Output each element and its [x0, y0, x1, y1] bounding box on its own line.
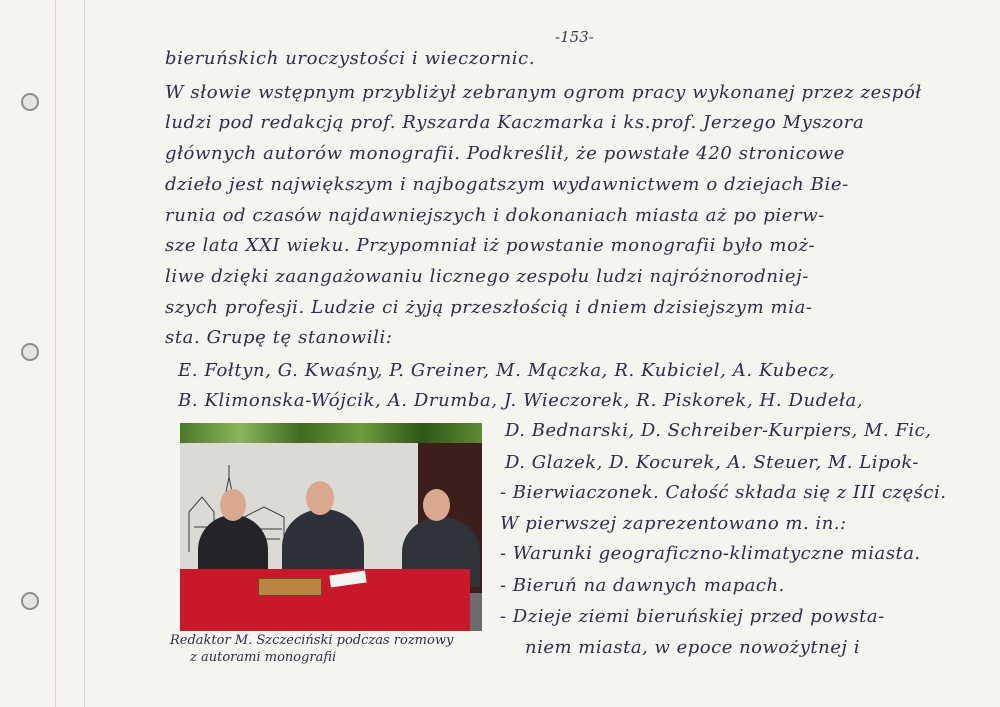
body-line-right: W pierwszej zaprezentowano m. in.: — [500, 513, 847, 534]
body-line: liwe dzięki zaangażowaniu licznego zespołu ludzi najróżnorodniej- — [165, 266, 810, 287]
body-line: runia od czasów najdawniejszych i dokonaniach miasta aż po pierw- — [165, 205, 825, 226]
body-line: E. Fołtyn, G. Kwaśny, P. Greiner, M. Mączka, R. Kubiciel, A. Kubecz, — [178, 360, 836, 381]
body-line-right: D. Glazek, D. Kocurek, A. Steuer, M. Lipok- — [505, 452, 919, 473]
photo-caption: z autorami monografii — [190, 650, 337, 665]
body-line-right: - Dzieje ziemi bieruńskiej przed powsta- — [500, 606, 885, 627]
body-line: W słowie wstępnym przybliżył zebranym ogrom pracy wykonanej przez zespół — [165, 82, 922, 103]
binder-hole-top — [21, 93, 39, 111]
body-line-right: - Bieruń na dawnych mapach. — [500, 575, 785, 596]
body-line: szych profesji. Ludzie ci żyją przeszłością i dniem dzisiejszym mia- — [165, 297, 813, 318]
body-line: ludzi pod redakcją prof. Ryszarda Kaczmarka i ks.prof. Jerzego Myszora — [165, 112, 865, 133]
body-line-right: niem miasta, w epoce nowożytnej i — [525, 637, 860, 658]
body-line: dzieło jest największym i najbogatszym wydawnictwem o dziejach Bie- — [165, 174, 849, 195]
photo-caption: Redaktor M. Szczeciński podczas rozmowy — [170, 633, 454, 648]
page-number: -153- — [555, 28, 594, 46]
monograph-book — [258, 578, 322, 596]
binder-hole-middle — [21, 343, 39, 361]
body-line-right: - Bierwiaczonek. Całość składa się z III części. — [500, 482, 947, 503]
person-center-head — [306, 481, 334, 515]
margin-line-1 — [55, 0, 56, 707]
body-line-right: - Warunki geograficzno-klimatyczne miasta. — [500, 543, 921, 564]
red-table — [180, 569, 470, 631]
body-line-right: D. Bednarski, D. Schreiber-Kurpiers, M. Fic, — [505, 420, 932, 441]
binder-hole-bottom — [21, 592, 39, 610]
margin-line-2 — [84, 0, 85, 707]
meeting-photo — [180, 423, 482, 631]
person-left-head — [220, 489, 246, 521]
body-line: sta. Grupę tę stanowili: — [165, 327, 393, 348]
body-line: głównych autorów monografii. Podkreślił, że powstałe 420 stronicowe — [165, 143, 846, 164]
body-line: B. Klimonska-Wójcik, A. Drumba, J. Wieczorek, R. Piskorek, H. Dudeła, — [178, 390, 864, 411]
body-line: sze lata XXI wieku. Przypomniał iż powstanie monografii było moż- — [165, 235, 816, 256]
body-line: bieruńskich uroczystości i wieczornic. — [165, 48, 536, 69]
person-right-head — [423, 489, 450, 521]
